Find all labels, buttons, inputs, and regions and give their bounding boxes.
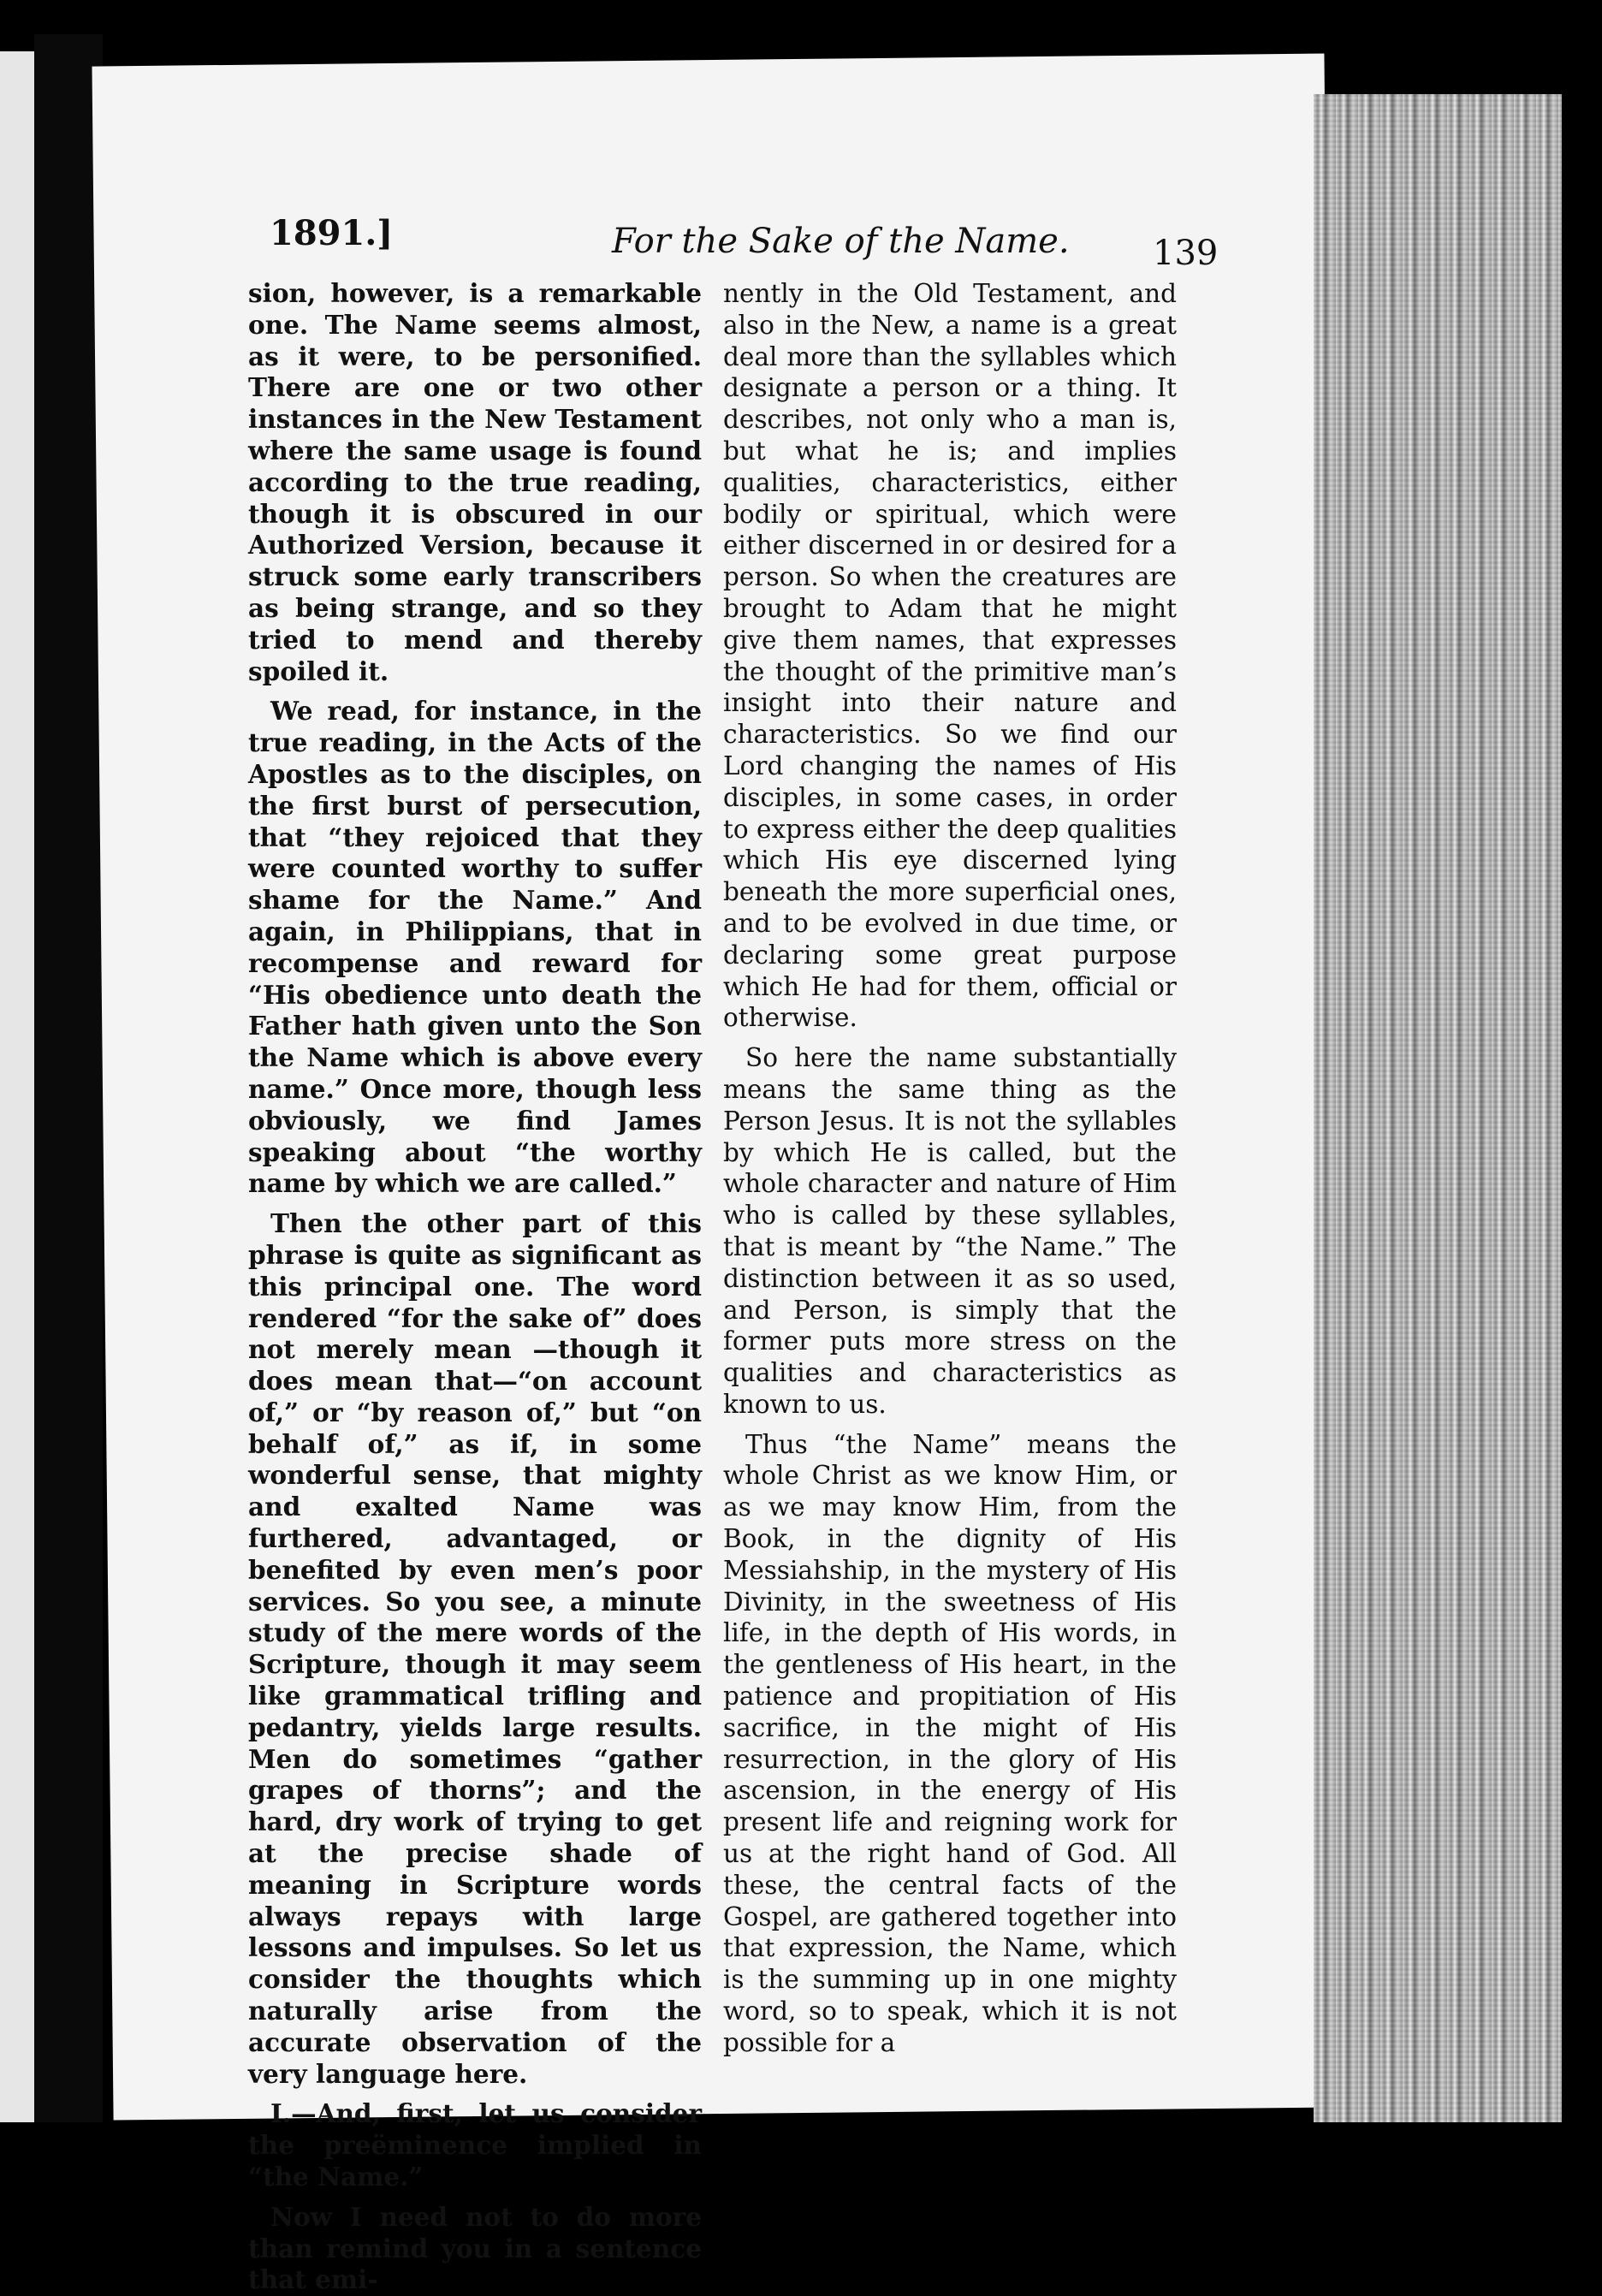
paragraph: So here the name substantially means the same thing as the Person Jesus. It is not the syllables by which He is called, but the whole character and nature of Him who is called by these syllables, that is meant by “the Name.” The distinction between it as so used, and Person, is simply that the former puts more stress on the qualities and characteristics as known to us. (723, 1043, 1177, 1419)
paragraph: We read, for instance, in the true reading, in the Acts of the Apostles as to the disciples, on the first burst of persecution, that “they rejoiced that they were counted worthy to suffer shame for the Name.” And again, in Philippians, that in recompense and reward for “His obedience unto death the Father hath given unto the Son the Name which is above every name.” Once more, though less obviously, we find James speaking about “the worthy name by which we are called.” (248, 696, 702, 1199)
header-year: 1891.] (270, 213, 394, 253)
page-number: 139 (1153, 234, 1219, 273)
running-header (167, 201, 1219, 273)
paragraph: nently in the Old Testament, and also in the New, a name is a great deal more than the syllables which designate a person or a thing. It describes, not only who a man is, but what he is; and implies qualities, characteristics, either bodily or spiritual, which were either discerned in or desired for a person. So when the creatures are brought to Adam that he might give them names, that expresses the thought of the primitive man’s insight into their nature and characteristics. So we find our Lord changing the names of His disciples, in some cases, in order to express either the deep qualities which His eye discerned lying beneath the more superficial ones, and to be evolved in due time, or declaring some great purpose which He had for them, official or otherwise. (723, 279, 1177, 1033)
book-fore-edge (1314, 94, 1562, 2122)
left-column (248, 278, 702, 2296)
right-column (723, 278, 1177, 2059)
paragraph: Then the other part of this phrase is quite as significant as this principal one. The word rendered “for the sake of” does not merely mean —though it does mean that—“on account of,” or “by reason of,” but “on behalf of,” as if, in some wonderful sense, that mighty and exalted Name was furthered, advantaged, or benefited by even men’s poor services. So you see, a minute study of the mere words of the Scripture, though it may seem like grammatical trifling and pedantry, yields large results. Men do sometimes “gather grapes of thorns”; and the hard, dry work of trying to get at the precise shade of meaning in Scripture words always repays with large lessons and impulses. So let us consider the thoughts which naturally arise from the accurate observation of the very language here. (248, 1208, 702, 2089)
paragraph: Thus “the Name” means the whole Christ as we know Him, or as we may know Him, from the Book, in the dignity of His Messiahship, in the mystery of His Divinity, in the sweetness of His life, in the depth of His words, in the gentleness of His heart, in the patience and propitiation of His sacrifice, in the might of His resurrection, in the glory of His ascension, in the energy of His present life and reigning work for us at the right hand of God. All these, the central facts of the Gospel, are gathered together into that expression, the Name, which is the summing up in one mighty word, so to speak, which it is not possible for a (723, 1429, 1177, 2057)
paragraph: Now I need not to do more than remind you in a sentence that emi- (248, 2201, 702, 2295)
header-title: For the Sake of the Name. (612, 222, 1070, 261)
book-gutter (34, 34, 103, 2122)
section-heading: I.—And, first, let us consider the preëminence implied in “the Name.” (248, 2098, 702, 2192)
paragraph: sion, however, is a remarkable one. The Name seems almost, as it were, to be personified. There are one or two other instances in the New Testament where the same usage is found according to the true reading, though it is obscured in our Authorized Version, because it struck some early transcribers as being strange, and so they tried to mend and thereby spoiled it. (248, 278, 702, 686)
